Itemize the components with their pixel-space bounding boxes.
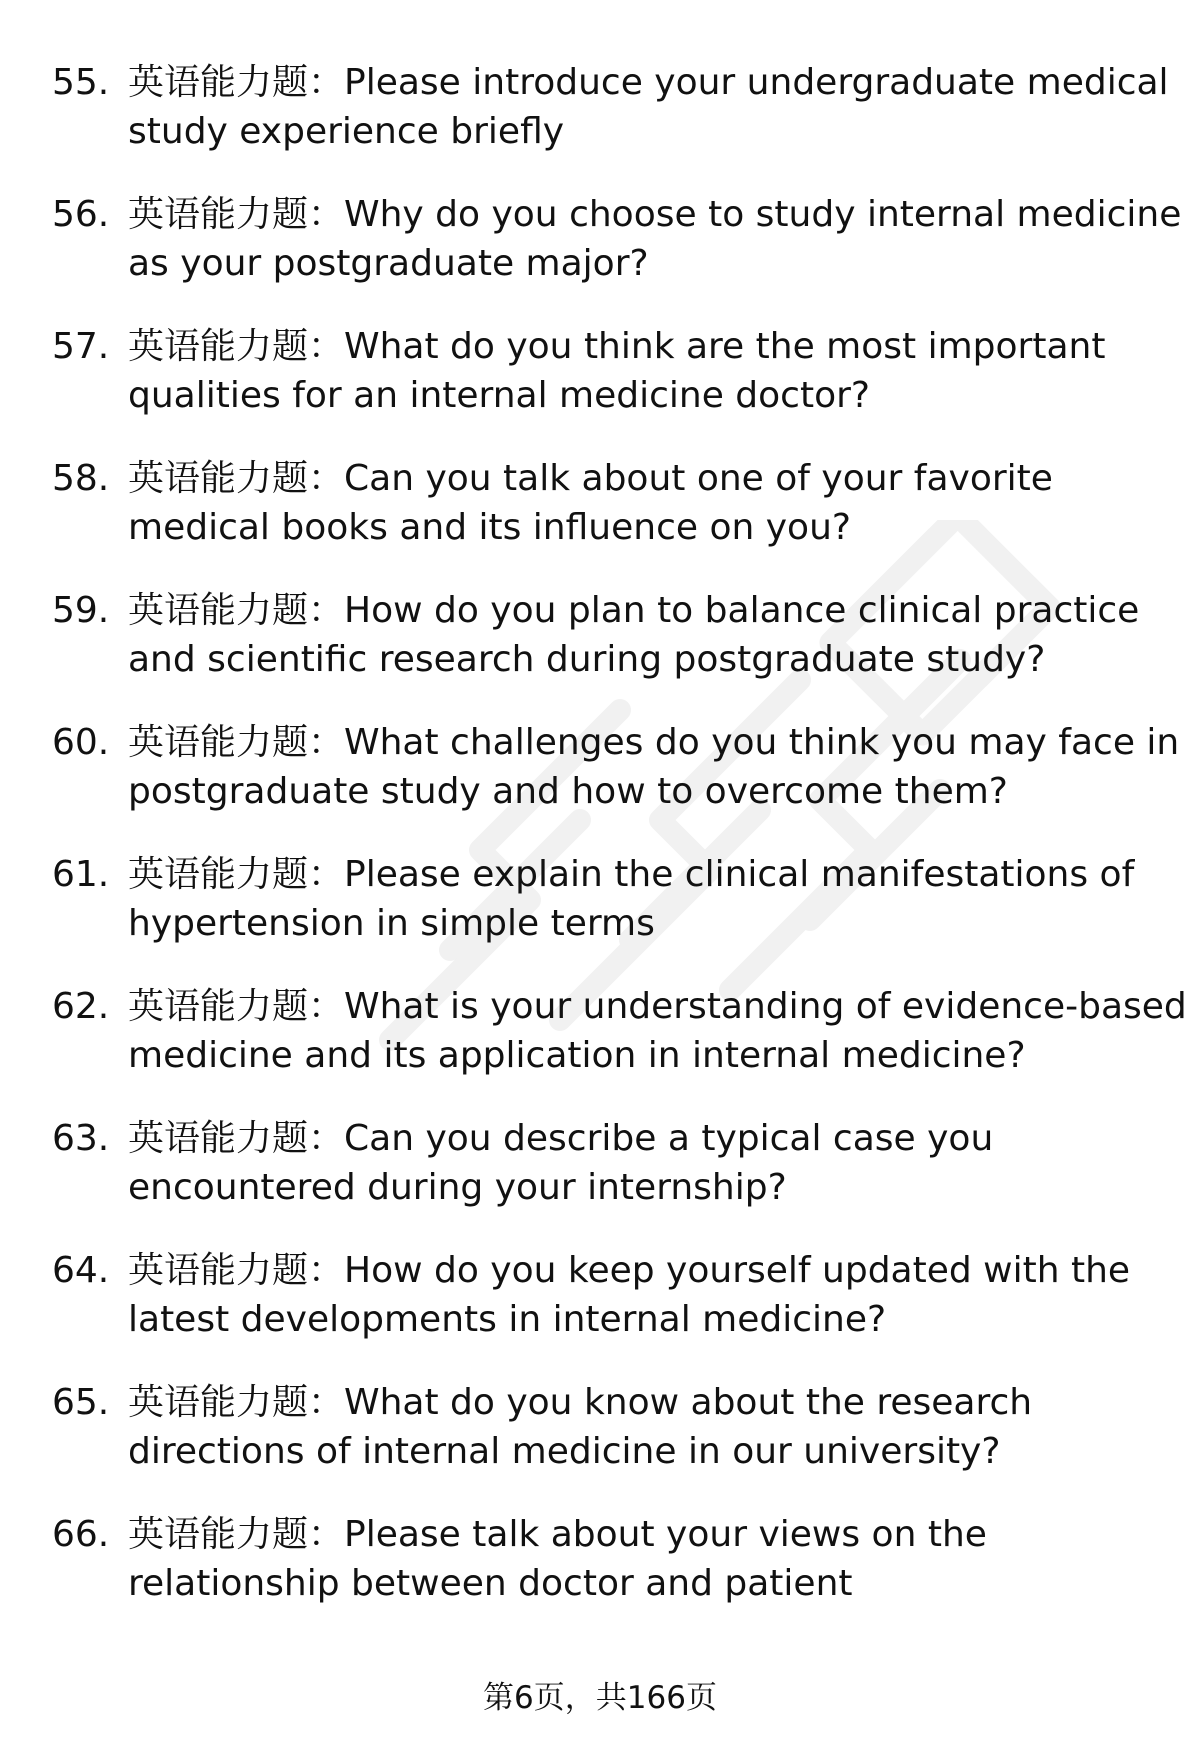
question-number: 61. xyxy=(52,854,110,895)
question-text xyxy=(128,586,1162,684)
question-text xyxy=(128,718,1180,816)
question-number: 65. xyxy=(52,1382,110,1423)
question-text-line: 英语能力题：Please explain the clinical manifestations of xyxy=(128,854,1135,895)
page-footer xyxy=(0,1678,1200,1718)
question-item xyxy=(52,586,1162,718)
question-text-line: and scientific research during postgraduate study? xyxy=(128,639,1046,680)
question-text-line: encountered during your internship? xyxy=(128,1167,787,1208)
question-item xyxy=(52,850,1162,982)
question-number: 57. xyxy=(52,326,110,367)
question-number: 63. xyxy=(52,1118,110,1159)
question-text-line: study experience briefly xyxy=(128,111,565,152)
question-text-line: medicine and its application in internal medicine? xyxy=(128,1035,1026,1076)
question-text-line: 英语能力题：What challenges do you think you may face in xyxy=(128,722,1180,763)
question-text xyxy=(128,58,1169,156)
question-text-line: medical books and its influence on you? xyxy=(128,507,852,548)
question-text-line: 英语能力题：What do you think are the most important xyxy=(128,326,1106,367)
question-item xyxy=(52,322,1162,454)
question-item xyxy=(52,58,1169,190)
question-text-line: 英语能力题：How do you keep yourself updated with the xyxy=(128,1250,1131,1291)
question-item xyxy=(52,1114,1162,1246)
question-text-line: 英语能力题：Why do you choose to study internal medicine xyxy=(128,194,1182,235)
question-text-line: hypertension in simple terms xyxy=(128,903,655,944)
question-text-line: directions of internal medicine in our university? xyxy=(128,1431,1001,1472)
question-number: 59. xyxy=(52,590,110,631)
question-item xyxy=(52,1378,1162,1510)
question-text xyxy=(128,190,1182,288)
page-number-label: 第6页，共166页 xyxy=(483,1680,717,1716)
question-number: 56. xyxy=(52,194,110,235)
question-text xyxy=(128,1510,1162,1608)
question-number: 55. xyxy=(52,62,110,103)
question-item xyxy=(52,1510,1162,1642)
question-text xyxy=(128,322,1162,420)
question-number: 58. xyxy=(52,458,110,499)
question-number: 60. xyxy=(52,722,110,763)
question-text xyxy=(128,1114,1162,1212)
question-number: 62. xyxy=(52,986,110,1027)
question-text-line: qualities for an internal medicine doctor? xyxy=(128,375,871,416)
question-item xyxy=(52,190,1182,322)
question-text xyxy=(128,850,1162,948)
question-text-line: 英语能力题：Please introduce your undergraduate medical xyxy=(128,62,1169,103)
question-text-line: postgraduate study and how to overcome them? xyxy=(128,771,1008,812)
question-text xyxy=(128,1378,1162,1476)
question-text-line: 英语能力题：Can you talk about one of your favorite xyxy=(128,458,1053,499)
question-text-line: 英语能力题：How do you plan to balance clinical practice xyxy=(128,590,1140,631)
question-text-line: 英语能力题：Please talk about your views on the xyxy=(128,1514,987,1555)
question-list xyxy=(52,58,1187,1642)
question-text-line: 英语能力题：Can you describe a typical case you xyxy=(128,1118,994,1159)
question-number: 66. xyxy=(52,1514,110,1555)
question-text-line: as your postgraduate major? xyxy=(128,243,649,284)
question-text-line: 英语能力题：What do you know about the research xyxy=(128,1382,1033,1423)
question-text-line: relationship between doctor and patient xyxy=(128,1563,853,1604)
question-text-line: 英语能力题：What is your understanding of evidence-based xyxy=(128,986,1187,1027)
question-text xyxy=(128,1246,1162,1344)
question-item xyxy=(52,982,1187,1114)
question-text-line: latest developments in internal medicine? xyxy=(128,1299,887,1340)
question-item xyxy=(52,1246,1162,1378)
question-item xyxy=(52,454,1162,586)
question-text xyxy=(128,454,1162,552)
question-number: 64. xyxy=(52,1250,110,1291)
question-text xyxy=(128,982,1187,1080)
question-item xyxy=(52,718,1180,850)
